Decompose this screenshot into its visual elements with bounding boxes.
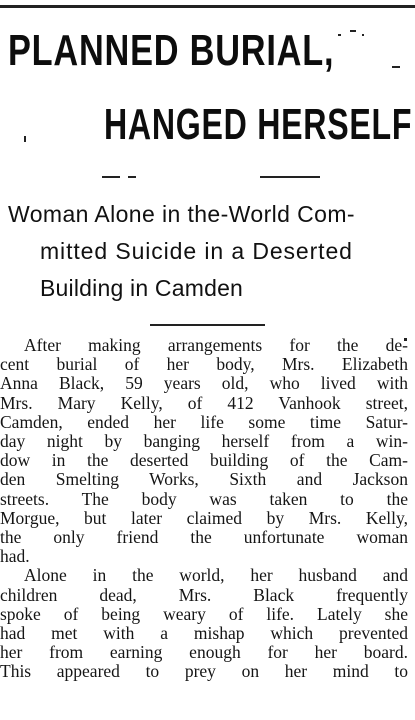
text-line: This appeared to prey on her mind to — [0, 661, 408, 682]
headline-separator — [128, 176, 136, 178]
subheadline — [8, 196, 408, 307]
text-line: dow in the deserted building of the Cam- — [0, 450, 408, 471]
headline-line-2: HANGED HERSELF — [104, 100, 413, 149]
text-line: her from earning enough for her board. — [0, 642, 408, 663]
subheadline-line-2: mitted Suicide in a Deserted — [40, 238, 353, 264]
subheadline-line-3: Building in Camden — [40, 275, 244, 301]
article-body — [0, 336, 408, 682]
text-line: spoke of being weary of life. Lately she — [0, 603, 408, 624]
subheadline-line-1: Woman Alone in the-World Com- — [8, 201, 355, 227]
text-line: Morgue, but later claimed by Mrs. Kelly, — [0, 507, 408, 528]
text-line: Anna Black, 59 years old, who lived with — [0, 373, 408, 394]
text-line: day night by banging herself from a win- — [0, 431, 408, 452]
print-speck — [350, 30, 356, 32]
text-line: had met with a mishap which prevented — [0, 623, 408, 644]
text-line: Camden, ended her life some time Satur- — [0, 411, 408, 432]
print-speck — [338, 34, 341, 36]
text-line: cent burial of her body, Mrs. Elizabeth — [0, 354, 408, 375]
headline-separator — [102, 176, 120, 178]
text-line: streets. The body was taken to the — [0, 488, 408, 509]
headline-separator — [260, 176, 320, 178]
headline-line-1: PLANNED BURIAL, — [8, 26, 335, 75]
text-line: had. — [0, 546, 30, 567]
top-rule — [0, 5, 415, 8]
print-speck — [392, 66, 400, 68]
text-line: children dead, Mrs. Black frequently — [0, 584, 408, 605]
text-line: the only friend the unfortunate woman — [0, 527, 408, 548]
deck-separator — [150, 324, 265, 326]
text-line: After making arrangements for the de- — [24, 335, 408, 355]
text-line: den Smelting Works, Sixth and Jackson — [0, 469, 408, 490]
text-line: Alone in the world, her husband and — [24, 565, 408, 586]
print-speck — [362, 34, 364, 36]
article-paragraph-2 — [0, 566, 408, 681]
article-paragraph-1 — [0, 336, 408, 566]
text-line: Mrs. Mary Kelly, of 412 Vanhook street, — [0, 392, 408, 413]
print-speck — [24, 136, 26, 142]
